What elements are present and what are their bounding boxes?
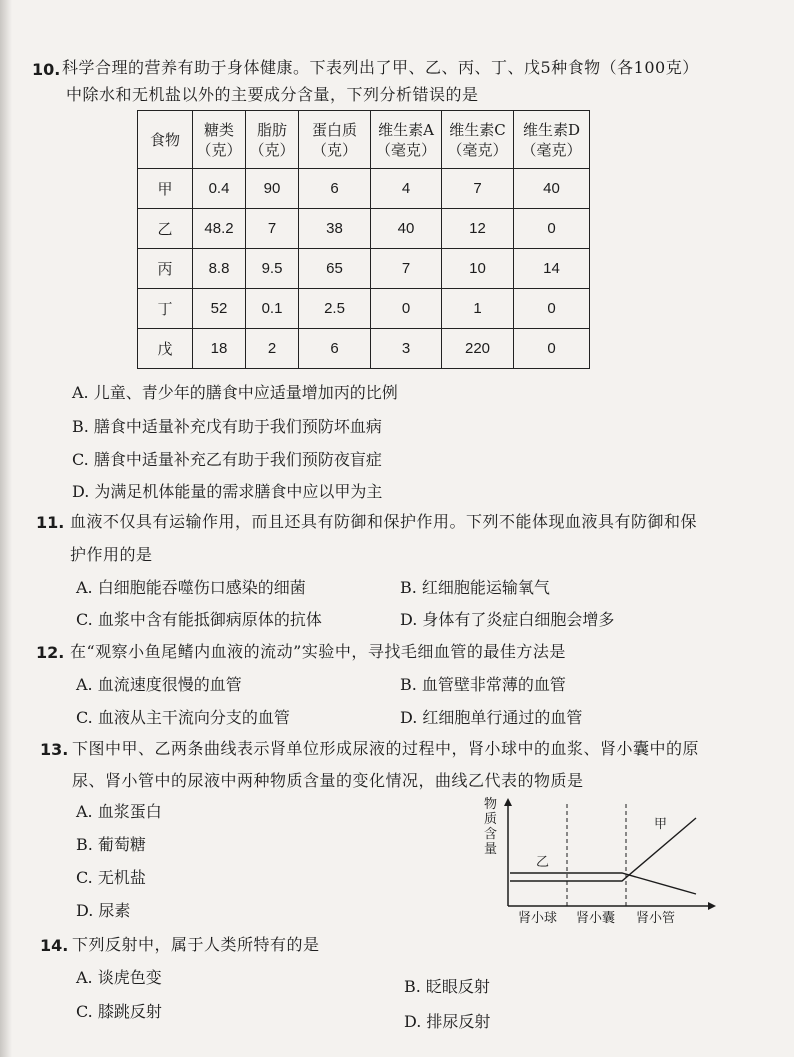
question-number: 10. [32,60,61,79]
page-edge-shadow [0,0,12,1057]
table-header-row [138,111,590,169]
nephron-substance-chart [470,796,720,926]
curve-yi-label: 乙 [536,855,550,870]
column-header: 维生素C （毫克） [442,111,514,169]
table-cell: 7 [246,209,299,249]
question-stem: 血液不仅具有运输作用，而且还具有防御和保护作用。下列不能体现血液具有防御和保 [70,512,698,531]
column-header: 糖类 （克） [193,111,246,169]
food-nutrient-table [137,110,590,369]
table-row [138,329,590,369]
option-d[interactable]: D. 尿素 [76,901,131,920]
column-header: 维生素A （毫克） [371,111,442,169]
table-row [138,289,590,329]
option-b[interactable]: B. 葡萄糖 [76,835,146,854]
option-c[interactable]: C. 膳食中适量补充乙有助于我们预防夜盲症 [72,450,382,469]
question-stem: 科学合理的营养有助于身体健康。下表列出了甲、乙、丙、丁、戊5种食物（各100克） [62,58,699,77]
option-d[interactable]: D. 排尿反射 [404,1012,491,1031]
table-cell: 2.5 [299,289,371,329]
question-stem: 下列反射中，属于人类所特有的是 [72,935,320,954]
table-cell: 0 [514,209,590,249]
option-d[interactable]: D. 红细胞单行通过的血管 [400,708,583,727]
table-cell: 18 [193,329,246,369]
option-c[interactable]: C. 无机盐 [76,868,146,887]
curve-jia-label: 甲 [654,817,668,832]
table-cell: 3 [371,329,442,369]
table-cell: 12 [442,209,514,249]
table-cell: 65 [299,249,371,289]
table-cell: 8.8 [193,249,246,289]
table-cell: 14 [514,249,590,289]
y-axis-arrow [504,798,512,806]
y-axis-label-char: 质 [484,812,498,827]
x-axis-label: 肾小管 [636,911,676,926]
x-axis-label: 肾小球 [518,911,558,926]
table-cell: 10 [442,249,514,289]
option-b[interactable]: B. 眨眼反射 [404,977,490,996]
table-cell: 0.4 [193,169,246,209]
table-cell: 0 [371,289,442,329]
question-stem: 在“观察小鱼尾鳍内血液的流动”实验中，寻找毛细血管的最佳方法是 [70,642,566,661]
table-cell: 52 [193,289,246,329]
question-number: 13. [40,740,69,759]
column-header: 维生素D （毫克） [514,111,590,169]
option-a[interactable]: A. 白细胞能吞噬伤口感染的细菌 [76,578,306,597]
table-cell: 6 [299,169,371,209]
table-cell: 220 [442,329,514,369]
table-cell: 2 [246,329,299,369]
table-cell: 甲 [138,169,193,209]
table-cell: 7 [371,249,442,289]
option-c[interactable]: C. 血液从主干流向分支的血管 [76,708,290,727]
option-a[interactable]: A. 谈虎色变 [76,968,162,987]
table-cell: 戊 [138,329,193,369]
option-b[interactable]: B. 红细胞能运输氧气 [400,578,550,597]
column-header: 脂肪 （克） [246,111,299,169]
question-stem: 尿、肾小管中的尿液中两种物质含量的变化情况，曲线乙代表的物质是 [72,771,584,790]
table-cell: 90 [246,169,299,209]
table-cell: 0 [514,329,590,369]
table-cell: 1 [442,289,514,329]
column-header: 蛋白质 （克） [299,111,371,169]
curve-yi [510,873,696,894]
question-stem: 中除水和无机盐以外的主要成分含量，下列分析错误的是 [66,85,479,104]
option-a[interactable]: A. 血浆蛋白 [76,802,162,821]
table-cell: 38 [299,209,371,249]
x-axis-label: 肾小囊 [576,911,616,926]
table-cell: 7 [442,169,514,209]
option-c[interactable]: C. 膝跳反射 [76,1002,162,1021]
option-c[interactable]: C. 血浆中含有能抵御病原体的抗体 [76,610,322,629]
y-axis-label-char: 含 [484,827,498,842]
table-cell: 乙 [138,209,193,249]
option-a[interactable]: A. 血流速度很慢的血管 [76,675,242,694]
table-cell: 0.1 [246,289,299,329]
table-cell: 48.2 [193,209,246,249]
column-header: 食物 [138,111,193,169]
question-stem: 护作用的是 [70,545,153,564]
table-cell: 6 [299,329,371,369]
option-d[interactable]: D. 为满足机体能量的需求膳食中应以甲为主 [72,482,383,501]
table-row [138,249,590,289]
y-axis-label-char: 量 [484,842,498,857]
question-number: 11. [36,513,65,532]
table-cell: 丙 [138,249,193,289]
option-a[interactable]: A. 儿童、青少年的膳食中应适量增加丙的比例 [72,383,398,402]
table-cell: 40 [514,169,590,209]
table-cell: 9.5 [246,249,299,289]
option-d[interactable]: D. 身体有了炎症白细胞会增多 [400,610,615,629]
table-cell: 0 [514,289,590,329]
option-b[interactable]: B. 血管壁非常薄的血管 [400,675,566,694]
question-number: 14. [40,936,69,955]
question-stem: 下图中甲、乙两条曲线表示肾单位形成尿液的过程中，肾小球中的血浆、肾小囊中的原 [72,739,700,758]
table-row [138,209,590,249]
question-number: 12. [36,643,65,662]
table-cell: 40 [371,209,442,249]
table-cell: 丁 [138,289,193,329]
y-axis-label-char: 物 [484,797,498,812]
option-b[interactable]: B. 膳食中适量补充戊有助于我们预防坏血病 [72,417,382,436]
table-row [138,169,590,209]
curve-jia [510,818,696,881]
table-cell: 4 [371,169,442,209]
x-axis-arrow [708,902,716,910]
